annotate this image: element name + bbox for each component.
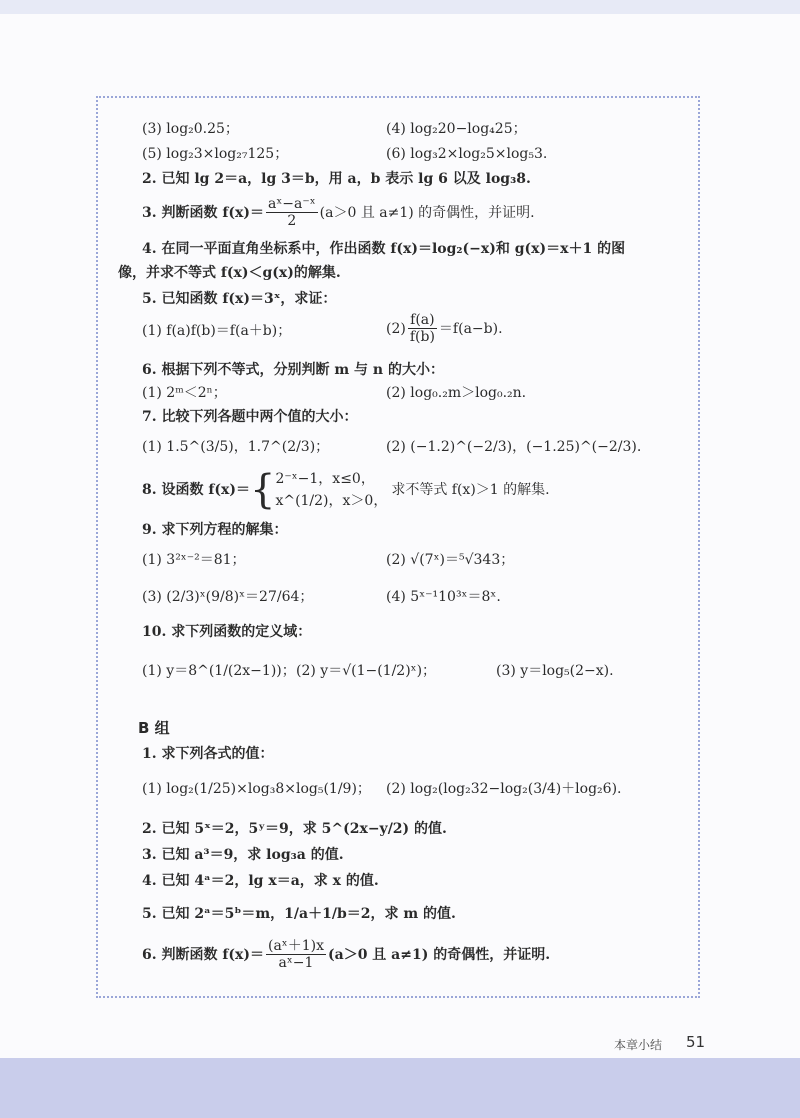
item-a4-line1: 4. 在同一平面直角坐标系中，作出函数 f(x)＝log₂(−x)和 g(x)＝x＋1 的图	[142, 241, 626, 257]
b6-denominator: aˣ−1	[278, 955, 314, 971]
item-a7-2: (2) (−1.2)^(−2/3)，(−1.25)^(−2/3).	[386, 439, 642, 455]
item-a9-1: (1) 3²ˣ⁻²＝81；	[142, 552, 246, 568]
item-a1-5: (5) log₂3×log₂₇125；	[142, 146, 289, 162]
item-b2: 2. 已知 5ˣ＝2，5ʸ＝9，求 5^(2x−y/2) 的值.	[142, 821, 447, 837]
a5-2-fraction	[408, 312, 437, 345]
item-a1-6: (6) log₃2×log₂5×log₅3.	[386, 146, 548, 162]
item-a5: 5. 已知函数 f(x)＝3ˣ，求证：	[142, 291, 337, 307]
item-a6: 6. 根据下列不等式，分别判断 m 与 n 的大小：	[142, 362, 444, 378]
a5-2-prefix: (2)	[386, 320, 406, 337]
a5-2-suffix: ＝f(a−b).	[438, 320, 503, 337]
b6-fraction	[266, 938, 326, 971]
item-a5-1: (1) f(a)f(b)＝f(a＋b)；	[142, 323, 292, 339]
a8-cases	[275, 468, 387, 512]
item-b4: 4. 已知 4ᵃ＝2，lg x＝a，求 x 的值.	[142, 873, 379, 889]
item-a2: 2. 已知 lg 2＝a，lg 3＝b，用 a，b 表示 lg 6 以及 log₃8.	[142, 171, 531, 187]
item-b1: 1. 求下列各式的值：	[142, 746, 274, 762]
a5-2-numerator: f(a)	[410, 312, 435, 328]
item-a6-1: (1) 2ᵐ＜2ⁿ；	[142, 385, 227, 401]
item-a10-3: (3) y＝log₅(2−x).	[496, 663, 614, 679]
b6-suffix: (a＞0 且 a≠1) 的奇偶性，并证明.	[328, 946, 551, 963]
item-a8	[142, 466, 550, 514]
a8-case-1: 2⁻ˣ−1，x≤0，	[275, 471, 375, 487]
a8-suffix: 求不等式 f(x)＞1 的解集.	[391, 482, 550, 498]
item-a5-2	[386, 312, 503, 345]
item-a1-3: (3) log₂0.25；	[142, 121, 239, 137]
footer-chapter-label: 本章小结	[614, 1038, 663, 1052]
item-a6-2: (2) log₀.₂m＞log₀.₂n.	[386, 385, 527, 401]
item-a1-4: (4) log₂20−log₄25；	[386, 121, 527, 137]
a5-2-denominator: f(b)	[409, 329, 435, 345]
footer-page-number: 51	[686, 1033, 706, 1051]
item-a9-4: (4) 5ˣ⁻¹10³ˣ＝8ˣ.	[386, 589, 501, 605]
a3-numerator: aˣ−a⁻ˣ	[267, 196, 316, 212]
item-a9-3: (3) (2/3)ˣ(9/8)ˣ＝27/64；	[142, 589, 314, 605]
a8-prefix: 8. 设函数 f(x)＝	[142, 482, 250, 498]
a3-suffix: (a＞0 且 a≠1) 的奇偶性，并证明.	[319, 204, 535, 221]
item-a3	[142, 196, 535, 229]
a8-brace: {	[249, 467, 276, 513]
item-a10: 10. 求下列函数的定义域：	[142, 624, 312, 640]
a3-fraction	[266, 196, 318, 229]
item-a9: 9. 求下列方程的解集：	[142, 522, 288, 538]
b6-prefix: 6. 判断函数 f(x)＝	[142, 946, 264, 963]
bottom-band	[0, 1058, 800, 1118]
item-a7: 7. 比较下列各题中两个值的大小：	[142, 409, 358, 425]
a3-denominator: 2	[287, 213, 297, 229]
item-a10-2: (2) y＝√(1−(1/2)ˣ)；	[296, 663, 437, 679]
top-band	[0, 0, 800, 14]
item-b1-2: (2) log₂(log₂32−log₂(3/4)＋log₂6).	[386, 781, 622, 797]
item-b1-1: (1) log₂(1/25)×log₃8×log₅(1/9)；	[142, 781, 371, 797]
item-a7-1: (1) 1.5^(3/5)，1.7^(2/3)；	[142, 439, 330, 455]
item-a9-2: (2) √(7ˣ)＝⁵√343；	[386, 552, 515, 568]
b6-numerator: (aˣ＋1)x	[267, 938, 324, 954]
item-b3: 3. 已知 a³＝9，求 log₃a 的值.	[142, 847, 344, 863]
a3-prefix: 3. 判断函数 f(x)＝	[142, 204, 264, 221]
item-a10-1: (1) y＝8^(1/(2x−1))；	[142, 663, 296, 679]
item-b6	[142, 938, 550, 971]
item-b5: 5. 已知 2ᵃ＝5ᵇ＝m，1/a＋1/b＝2，求 m 的值.	[142, 906, 456, 922]
a8-case-2: x^(1/2)，x＞0，	[275, 493, 388, 509]
group-b-title: B 组	[138, 719, 170, 737]
item-a4-line2: 像，并求不等式 f(x)＜g(x)的解集.	[118, 265, 341, 281]
